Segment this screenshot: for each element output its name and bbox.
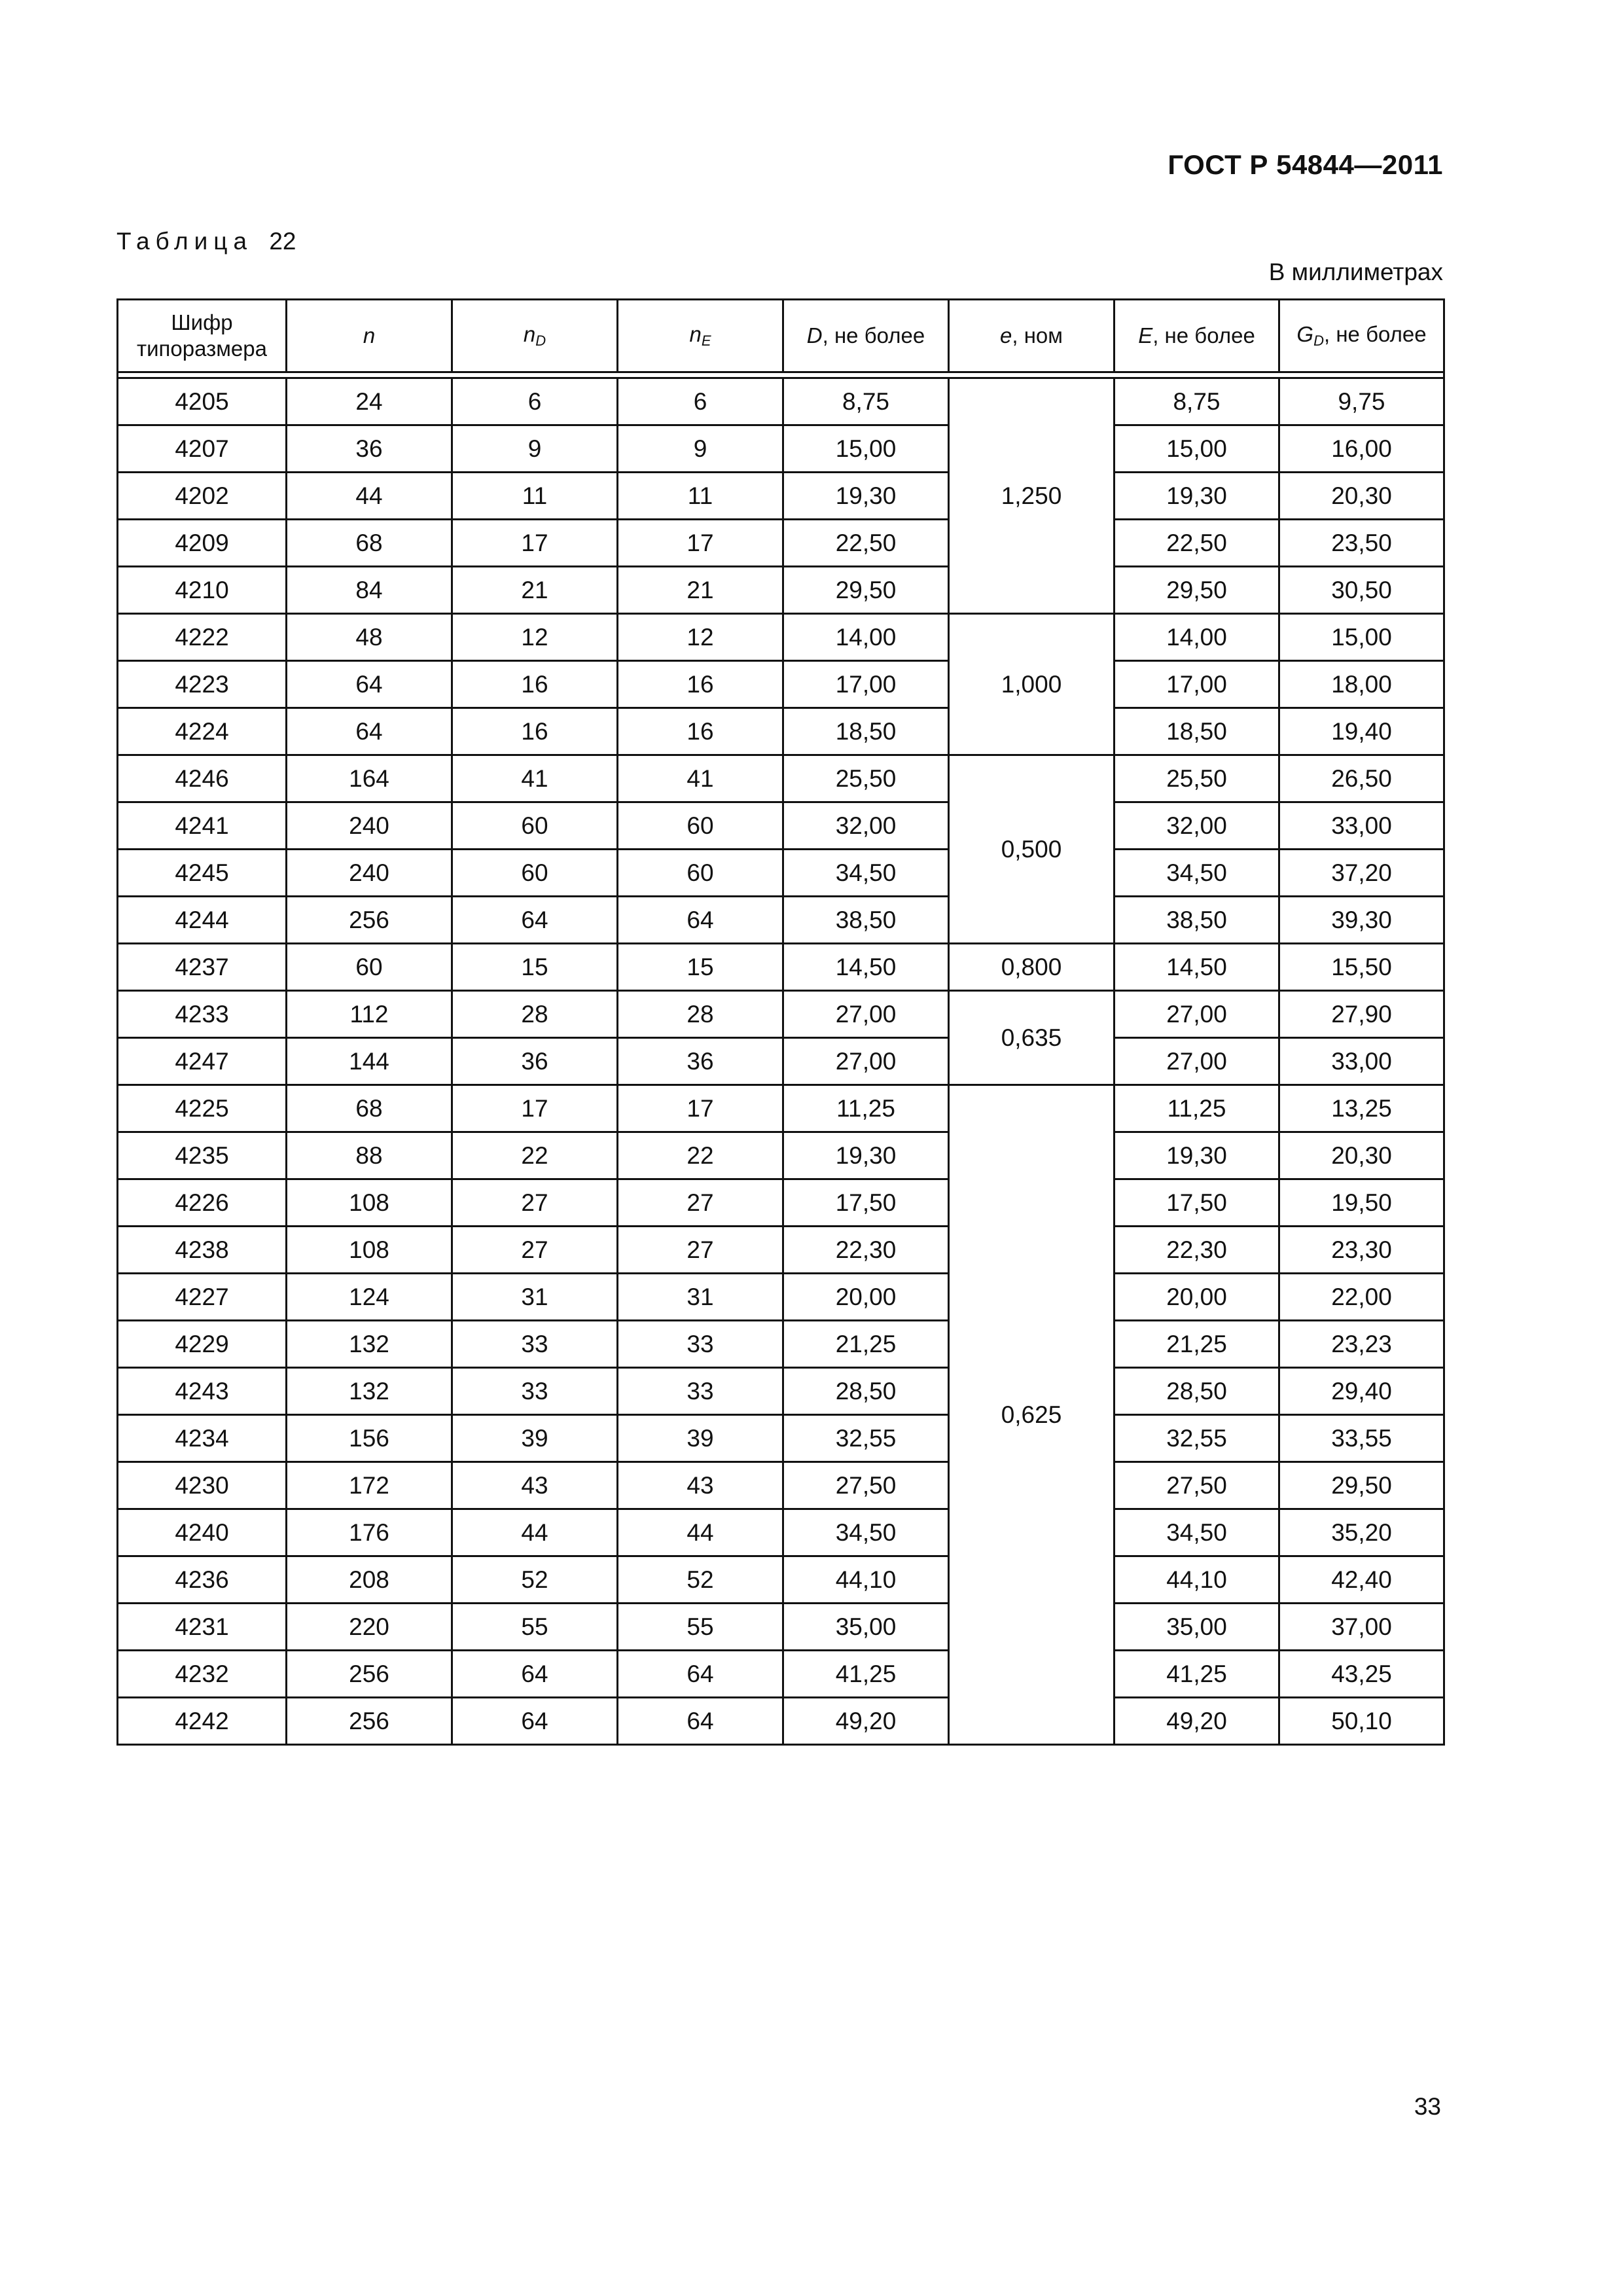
table-row	[118, 1415, 1444, 1462]
cell-nd: 43	[452, 1462, 618, 1509]
cell-n: 112	[287, 991, 452, 1038]
header-nd: $n_D$	[452, 300, 618, 372]
cell-nd: 22	[452, 1132, 618, 1179]
cell-d: 14,50	[783, 944, 949, 991]
table-row	[118, 1274, 1444, 1321]
cell-gd: 20,30	[1279, 1132, 1444, 1179]
cell-gd: 26,50	[1279, 755, 1444, 802]
cell-n: 108	[287, 1227, 452, 1274]
cell-gd: 33,00	[1279, 802, 1444, 850]
cell-gd: 20,30	[1279, 473, 1444, 520]
cell-n: 256	[287, 1698, 452, 1745]
cell-n: 84	[287, 567, 452, 614]
header-e-max: E, не более	[1115, 300, 1279, 372]
cell-code: 4246	[118, 755, 287, 802]
cell-n: 156	[287, 1415, 452, 1462]
cell-code: 4233	[118, 991, 287, 1038]
cell-e-max: 8,75	[1115, 378, 1279, 425]
cell-n: 44	[287, 473, 452, 520]
cell-gd: 35,20	[1279, 1509, 1444, 1556]
cell-d: 29,50	[783, 567, 949, 614]
cell-d: 11,25	[783, 1085, 949, 1132]
cell-e-max: 19,30	[1115, 473, 1279, 520]
cell-code: 4240	[118, 1509, 287, 1556]
cell-gd: 42,40	[1279, 1556, 1444, 1604]
cell-n: 208	[287, 1556, 452, 1604]
cell-e-max: 38,50	[1115, 897, 1279, 944]
cell-code: 4205	[118, 378, 287, 425]
header-d: D, не более	[783, 300, 949, 372]
table-row	[118, 520, 1444, 567]
cell-e-nom: 0,635	[949, 991, 1115, 1085]
cell-gd: 19,50	[1279, 1179, 1444, 1227]
cell-nd: 9	[452, 425, 618, 473]
cell-e-max: 21,25	[1115, 1321, 1279, 1368]
cell-d: 22,30	[783, 1227, 949, 1274]
cell-code: 4237	[118, 944, 287, 991]
cell-gd: 27,90	[1279, 991, 1444, 1038]
table-number: 22	[269, 228, 296, 255]
cell-gd: 39,30	[1279, 897, 1444, 944]
header-separator	[118, 372, 1444, 378]
cell-d: 19,30	[783, 1132, 949, 1179]
cell-ne: 31	[618, 1274, 783, 1321]
cell-gd: 29,40	[1279, 1368, 1444, 1415]
cell-code: 4227	[118, 1274, 287, 1321]
cell-code: 4242	[118, 1698, 287, 1745]
table-header	[118, 300, 1444, 378]
cell-d: 41,25	[783, 1651, 949, 1698]
table-row	[118, 1227, 1444, 1274]
cell-ne: 9	[618, 425, 783, 473]
cell-ne: 6	[618, 378, 783, 425]
cell-d: 8,75	[783, 378, 949, 425]
cell-d: 14,00	[783, 614, 949, 661]
cell-ne: 33	[618, 1321, 783, 1368]
cell-e-max: 15,00	[1115, 425, 1279, 473]
table-row	[118, 802, 1444, 850]
cell-d: 19,30	[783, 473, 949, 520]
cell-d: 21,25	[783, 1321, 949, 1368]
cell-code: 4210	[118, 567, 287, 614]
cell-ne: 22	[618, 1132, 783, 1179]
cell-ne: 17	[618, 1085, 783, 1132]
cell-ne: 52	[618, 1556, 783, 1604]
cell-e-nom: 1,000	[949, 614, 1115, 755]
table-body	[118, 378, 1444, 1745]
cell-n: 48	[287, 614, 452, 661]
cell-nd: 64	[452, 1651, 618, 1698]
header-gd: $G_D$, не более	[1279, 300, 1444, 372]
table-row	[118, 897, 1444, 944]
cell-code: 4223	[118, 661, 287, 708]
cell-nd: 60	[452, 850, 618, 897]
cell-ne: 17	[618, 520, 783, 567]
cell-nd: 27	[452, 1179, 618, 1227]
table-row	[118, 708, 1444, 755]
cell-ne: 36	[618, 1038, 783, 1085]
document-code: ГОСТ Р 54844—2011	[1168, 149, 1443, 180]
cell-gd: 18,00	[1279, 661, 1444, 708]
cell-n: 108	[287, 1179, 452, 1227]
cell-gd: 9,75	[1279, 378, 1444, 425]
cell-e-max: 27,00	[1115, 1038, 1279, 1085]
cell-d: 28,50	[783, 1368, 949, 1415]
cell-nd: 17	[452, 520, 618, 567]
cell-gd: 37,20	[1279, 850, 1444, 897]
cell-n: 88	[287, 1132, 452, 1179]
table-row	[118, 944, 1444, 991]
cell-e-nom: 0,625	[949, 1085, 1115, 1745]
cell-ne: 43	[618, 1462, 783, 1509]
cell-d: 27,00	[783, 991, 949, 1038]
table-row	[118, 850, 1444, 897]
cell-gd: 16,00	[1279, 425, 1444, 473]
cell-d: 49,20	[783, 1698, 949, 1745]
cell-gd: 22,00	[1279, 1274, 1444, 1321]
cell-nd: 21	[452, 567, 618, 614]
cell-code: 4244	[118, 897, 287, 944]
cell-e-max: 18,50	[1115, 708, 1279, 755]
cell-e-max: 14,00	[1115, 614, 1279, 661]
cell-d: 17,00	[783, 661, 949, 708]
cell-n: 172	[287, 1462, 452, 1509]
cell-nd: 33	[452, 1368, 618, 1415]
cell-e-max: 27,50	[1115, 1462, 1279, 1509]
cell-code: 4232	[118, 1651, 287, 1698]
table-row	[118, 1462, 1444, 1509]
cell-n: 240	[287, 802, 452, 850]
cell-ne: 64	[618, 897, 783, 944]
cell-nd: 11	[452, 473, 618, 520]
cell-d: 34,50	[783, 1509, 949, 1556]
cell-code: 4230	[118, 1462, 287, 1509]
cell-code: 4247	[118, 1038, 287, 1085]
cell-gd: 23,30	[1279, 1227, 1444, 1274]
cell-ne: 21	[618, 567, 783, 614]
cell-n: 64	[287, 661, 452, 708]
units-note: В миллиметрах	[1268, 259, 1443, 285]
cell-e-max: 22,50	[1115, 520, 1279, 567]
cell-nd: 16	[452, 661, 618, 708]
cell-e-max: 11,25	[1115, 1085, 1279, 1132]
cell-e-max: 14,50	[1115, 944, 1279, 991]
table-row	[118, 1179, 1444, 1227]
cell-e-max: 44,10	[1115, 1556, 1279, 1604]
cell-n: 132	[287, 1321, 452, 1368]
cell-code: 4209	[118, 520, 287, 567]
table-row	[118, 661, 1444, 708]
cell-n: 240	[287, 850, 452, 897]
cell-ne: 55	[618, 1604, 783, 1651]
cell-n: 176	[287, 1509, 452, 1556]
table-row	[118, 1556, 1444, 1604]
table-row	[118, 1509, 1444, 1556]
table-row	[118, 1321, 1444, 1368]
table-row	[118, 991, 1444, 1038]
cell-e-max: 17,50	[1115, 1179, 1279, 1227]
cell-code: 4238	[118, 1227, 287, 1274]
table-word: Таблица	[116, 228, 253, 255]
cell-ne: 16	[618, 708, 783, 755]
cell-n: 60	[287, 944, 452, 991]
cell-code: 4207	[118, 425, 287, 473]
cell-ne: 28	[618, 991, 783, 1038]
cell-code: 4243	[118, 1368, 287, 1415]
cell-nd: 16	[452, 708, 618, 755]
cell-d: 15,00	[783, 425, 949, 473]
cell-code: 4226	[118, 1179, 287, 1227]
cell-code: 4222	[118, 614, 287, 661]
page-number: 33	[1414, 2093, 1441, 2120]
cell-e-max: 22,30	[1115, 1227, 1279, 1274]
cell-e-nom: 0,500	[949, 755, 1115, 944]
cell-nd: 36	[452, 1038, 618, 1085]
cell-n: 36	[287, 425, 452, 473]
table-row	[118, 425, 1444, 473]
cell-code: 4225	[118, 1085, 287, 1132]
cell-nd: 6	[452, 378, 618, 425]
cell-code: 4202	[118, 473, 287, 520]
cell-nd: 44	[452, 1509, 618, 1556]
cell-gd: 15,50	[1279, 944, 1444, 991]
cell-e-max: 32,00	[1115, 802, 1279, 850]
table-row	[118, 473, 1444, 520]
cell-gd: 15,00	[1279, 614, 1444, 661]
cell-nd: 33	[452, 1321, 618, 1368]
cell-nd: 15	[452, 944, 618, 991]
cell-code: 4229	[118, 1321, 287, 1368]
table-row	[118, 1132, 1444, 1179]
cell-ne: 11	[618, 473, 783, 520]
cell-code: 4234	[118, 1415, 287, 1462]
cell-e-max: 25,50	[1115, 755, 1279, 802]
header-n: n	[287, 300, 452, 372]
cell-gd: 50,10	[1279, 1698, 1444, 1745]
cell-code: 4231	[118, 1604, 287, 1651]
cell-ne: 60	[618, 802, 783, 850]
cell-n: 64	[287, 708, 452, 755]
cell-d: 34,50	[783, 850, 949, 897]
cell-d: 32,00	[783, 802, 949, 850]
cell-gd: 33,55	[1279, 1415, 1444, 1462]
table-row	[118, 1604, 1444, 1651]
cell-gd: 23,50	[1279, 520, 1444, 567]
cell-gd: 37,00	[1279, 1604, 1444, 1651]
cell-nd: 60	[452, 802, 618, 850]
cell-e-max: 32,55	[1115, 1415, 1279, 1462]
cell-code: 4245	[118, 850, 287, 897]
cell-code: 4241	[118, 802, 287, 850]
cell-gd: 19,40	[1279, 708, 1444, 755]
cell-nd: 17	[452, 1085, 618, 1132]
cell-gd: 29,50	[1279, 1462, 1444, 1509]
table-row	[118, 1368, 1444, 1415]
header-code: Шифр типоразмера	[118, 300, 287, 372]
cell-n: 68	[287, 520, 452, 567]
cell-gd: 43,25	[1279, 1651, 1444, 1698]
cell-d: 38,50	[783, 897, 949, 944]
table-row	[118, 614, 1444, 661]
cell-ne: 44	[618, 1509, 783, 1556]
cell-d: 20,00	[783, 1274, 949, 1321]
cell-nd: 64	[452, 1698, 618, 1745]
cell-n: 144	[287, 1038, 452, 1085]
cell-ne: 64	[618, 1698, 783, 1745]
cell-code: 4235	[118, 1132, 287, 1179]
cell-e-max: 19,30	[1115, 1132, 1279, 1179]
table-row	[118, 1651, 1444, 1698]
cell-gd: 13,25	[1279, 1085, 1444, 1132]
cell-nd: 64	[452, 897, 618, 944]
cell-nd: 41	[452, 755, 618, 802]
table-row	[118, 755, 1444, 802]
cell-n: 220	[287, 1604, 452, 1651]
header-e-nom: e, ном	[949, 300, 1115, 372]
cell-n: 256	[287, 897, 452, 944]
table-row	[118, 378, 1444, 425]
cell-ne: 41	[618, 755, 783, 802]
cell-ne: 39	[618, 1415, 783, 1462]
cell-nd: 52	[452, 1556, 618, 1604]
cell-gd: 33,00	[1279, 1038, 1444, 1085]
cell-d: 17,50	[783, 1179, 949, 1227]
cell-e-max: 28,50	[1115, 1368, 1279, 1415]
cell-d: 25,50	[783, 755, 949, 802]
cell-d: 22,50	[783, 520, 949, 567]
cell-e-max: 34,50	[1115, 850, 1279, 897]
cell-d: 27,00	[783, 1038, 949, 1085]
cell-e-max: 34,50	[1115, 1509, 1279, 1556]
cell-nd: 55	[452, 1604, 618, 1651]
cell-d: 32,55	[783, 1415, 949, 1462]
cell-e-max: 29,50	[1115, 567, 1279, 614]
cell-n: 132	[287, 1368, 452, 1415]
cell-nd: 27	[452, 1227, 618, 1274]
data-table	[116, 298, 1445, 1746]
cell-d: 35,00	[783, 1604, 949, 1651]
cell-e-max: 17,00	[1115, 661, 1279, 708]
cell-ne: 60	[618, 850, 783, 897]
cell-ne: 27	[618, 1179, 783, 1227]
cell-e-max: 41,25	[1115, 1651, 1279, 1698]
cell-d: 18,50	[783, 708, 949, 755]
cell-code: 4236	[118, 1556, 287, 1604]
cell-e-max: 27,00	[1115, 991, 1279, 1038]
cell-e-nom: 1,250	[949, 378, 1115, 614]
cell-d: 27,50	[783, 1462, 949, 1509]
cell-e-max: 35,00	[1115, 1604, 1279, 1651]
table-row	[118, 1038, 1444, 1085]
cell-ne: 15	[618, 944, 783, 991]
cell-e-nom: 0,800	[949, 944, 1115, 991]
cell-code: 4224	[118, 708, 287, 755]
table-row	[118, 1698, 1444, 1745]
cell-ne: 64	[618, 1651, 783, 1698]
cell-gd: 30,50	[1279, 567, 1444, 614]
cell-gd: 23,23	[1279, 1321, 1444, 1368]
cell-n: 24	[287, 378, 452, 425]
cell-ne: 16	[618, 661, 783, 708]
table-row	[118, 567, 1444, 614]
cell-ne: 27	[618, 1227, 783, 1274]
header-ne: $n_E$	[618, 300, 783, 372]
cell-d: 44,10	[783, 1556, 949, 1604]
cell-nd: 39	[452, 1415, 618, 1462]
cell-n: 68	[287, 1085, 452, 1132]
table-row	[118, 1085, 1444, 1132]
cell-nd: 12	[452, 614, 618, 661]
cell-ne: 33	[618, 1368, 783, 1415]
cell-ne: 12	[618, 614, 783, 661]
cell-n: 256	[287, 1651, 452, 1698]
table-title	[116, 228, 296, 255]
cell-n: 164	[287, 755, 452, 802]
cell-nd: 28	[452, 991, 618, 1038]
cell-nd: 31	[452, 1274, 618, 1321]
cell-e-max: 49,20	[1115, 1698, 1279, 1745]
cell-n: 124	[287, 1274, 452, 1321]
cell-e-max: 20,00	[1115, 1274, 1279, 1321]
